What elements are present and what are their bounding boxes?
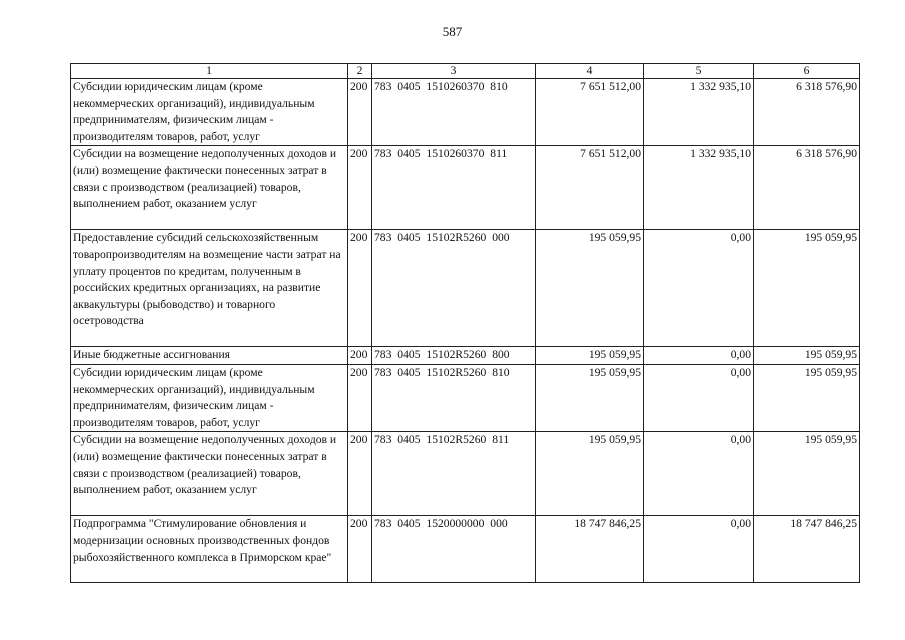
- code-chapter: 783: [374, 147, 392, 161]
- row-col5: 0,00: [644, 230, 754, 347]
- row-col4: 195 059,95: [536, 364, 644, 431]
- code-chapter: 783: [374, 517, 392, 531]
- table-row: [71, 432, 860, 516]
- row-col5: 0,00: [644, 432, 754, 516]
- code-chapter: 783: [374, 231, 392, 245]
- code-chapter: 783: [374, 433, 392, 447]
- code-chapter: 783: [374, 348, 392, 362]
- row-name: Предоставление субсидий сельскохозяйственным товаропроизводителям на возмещение части затрат на уплату процентов по кредитам, полученным в российских кредитных организациях, на развитие аквакультуры (рыбоводство) и товарного осетроводства: [71, 230, 348, 347]
- code-target: 1510260370: [426, 80, 485, 93]
- code-section: 0405: [397, 433, 421, 447]
- code-type: 811: [490, 147, 508, 161]
- row-col2: 200: [348, 79, 372, 146]
- row-col6: 6 318 576,90: [754, 79, 860, 146]
- code-chapter: 783: [374, 80, 392, 93]
- code-section: 0405: [397, 231, 421, 245]
- row-code: [372, 79, 536, 146]
- row-name: Субсидии юридическим лицам (кроме некоммерческих организаций), индивидуальным предпринимателям, физическим лицам - производителям товаров, работ, услуг: [71, 79, 348, 146]
- row-col2: 200: [348, 364, 372, 431]
- table-header-row: [71, 64, 860, 79]
- row-code: [372, 432, 536, 516]
- row-code: [372, 146, 536, 230]
- row-name: Иные бюджетные ассигнования: [71, 347, 348, 365]
- row-col4: 195 059,95: [536, 230, 644, 347]
- budget-table: [70, 63, 860, 583]
- row-col4: 195 059,95: [536, 432, 644, 516]
- code-target: 15102R5260: [426, 365, 487, 379]
- code-chapter: 783: [374, 365, 392, 379]
- row-col4: 7 651 512,00: [536, 146, 644, 230]
- code-section: 0405: [397, 517, 421, 531]
- row-col6: 195 059,95: [754, 364, 860, 431]
- row-code: [372, 516, 536, 583]
- row-col5: 0,00: [644, 347, 754, 365]
- code-section: 0405: [397, 147, 421, 161]
- column-header-6: 6: [754, 64, 860, 79]
- row-name: Подпрограмма "Стимулирование обновления и модернизации основных производственных фондов рыбохозяйственного комплекса в Приморском крае": [71, 516, 348, 583]
- code-section: 0405: [397, 80, 421, 93]
- row-col6: 195 059,95: [754, 432, 860, 516]
- row-col4: 195 059,95: [536, 347, 644, 365]
- row-col2: 200: [348, 432, 372, 516]
- code-type: 000: [490, 517, 508, 531]
- row-col5: 0,00: [644, 516, 754, 583]
- code-type: 000: [492, 231, 510, 245]
- row-col2: 200: [348, 146, 372, 230]
- code-type: 810: [490, 80, 508, 93]
- code-target: 15102R5260: [426, 231, 487, 245]
- row-col5: 1 332 935,10: [644, 146, 754, 230]
- code-type: 811: [492, 433, 510, 447]
- code-target: 1520000000: [426, 517, 485, 531]
- table-row: [71, 146, 860, 230]
- row-name: Субсидии юридическим лицам (кроме некоммерческих организаций), индивидуальным предпринимателям, физическим лицам - производителям товаров, работ, услуг: [71, 364, 348, 431]
- table-row: [71, 364, 860, 431]
- row-col4: 7 651 512,00: [536, 79, 644, 146]
- table-row: [71, 516, 860, 583]
- code-target: 1510260370: [426, 147, 485, 161]
- row-col4: 18 747 846,25: [536, 516, 644, 583]
- table-row: [71, 347, 860, 365]
- column-header-5: 5: [644, 64, 754, 79]
- row-col6: 195 059,95: [754, 347, 860, 365]
- column-header-2: 2: [348, 64, 372, 79]
- row-col2: 200: [348, 347, 372, 365]
- row-col6: 195 059,95: [754, 230, 860, 347]
- row-code: [372, 347, 536, 365]
- row-col6: 6 318 576,90: [754, 146, 860, 230]
- column-header-4: 4: [536, 64, 644, 79]
- page-number: 587: [442, 24, 463, 39]
- row-col5: 1 332 935,10: [644, 79, 754, 146]
- column-header-3: 3: [372, 64, 536, 79]
- code-target: 15102R5260: [426, 348, 487, 362]
- row-name: Субсидии на возмещение недополученных доходов и (или) возмещение фактически понесенных затрат в связи с производством (реализацией) товаров, выполнением работ, оказанием услуг: [71, 432, 348, 516]
- code-section: 0405: [397, 365, 421, 379]
- table-row: [71, 79, 860, 146]
- code-target: 15102R5260: [426, 433, 487, 447]
- row-col2: 200: [348, 516, 372, 583]
- row-col2: 200: [348, 230, 372, 347]
- code-type: 800: [492, 348, 510, 362]
- code-type: 810: [492, 365, 510, 379]
- row-code: [372, 364, 536, 431]
- row-code: [372, 230, 536, 347]
- column-header-1: 1: [71, 64, 348, 79]
- row-col5: 0,00: [644, 364, 754, 431]
- row-col6: 18 747 846,25: [754, 516, 860, 583]
- row-name: Субсидии на возмещение недополученных доходов и (или) возмещение фактически понесенных затрат в связи с производством (реализацией) товаров, выполнением работ, оказанием услуг: [71, 146, 348, 230]
- code-section: 0405: [397, 348, 421, 362]
- table-row: [71, 230, 860, 347]
